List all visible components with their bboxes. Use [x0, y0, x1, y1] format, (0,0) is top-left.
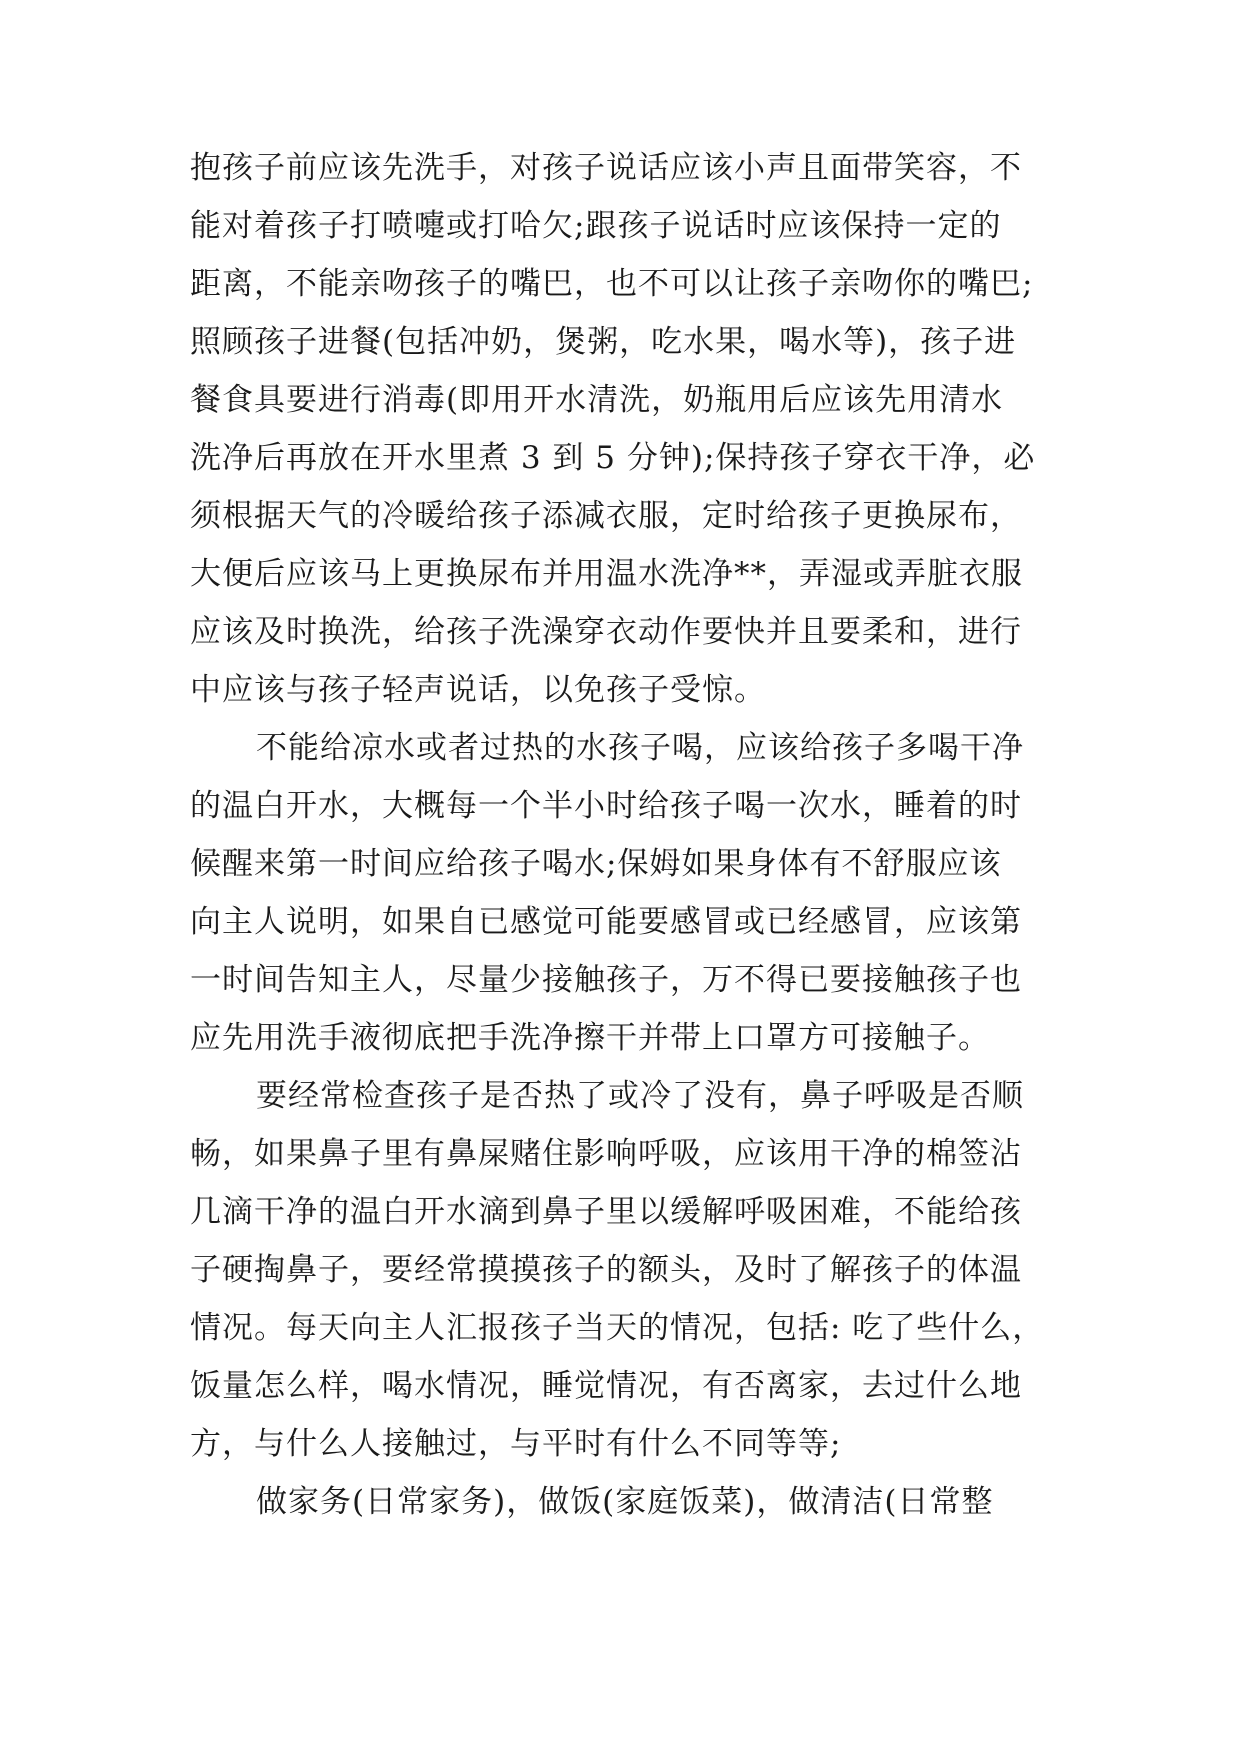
text-line: 距离，不能亲吻孩子的嘴巴，也不可以让孩子亲吻你的嘴巴; — [190, 266, 1034, 302]
text-line: 子硬掏鼻子，要经常摸摸孩子的额头，及时了解孩子的体温 — [190, 1252, 1022, 1288]
paragraph-first-line: 要经常检查孩子是否热了或冷了没有，鼻子呼吸是否顺 — [256, 1078, 1024, 1114]
text-line: 能对着孩子打喷嚏或打哈欠;跟孩子说话时应该保持一定的 — [190, 208, 1002, 244]
text-line: 几滴干净的温白开水滴到鼻子里以缓解呼吸困难，不能给孩 — [190, 1194, 1022, 1230]
text-line: 餐食具要进行消毒(即用开水清洗，奶瓶用后应该先用清水 — [190, 382, 1004, 418]
text-line: 中应该与孩子轻声说话，以免孩子受惊。 — [190, 672, 766, 708]
text-line: 向主人说明，如果自已感觉可能要感冒或已经感冒，应该第 — [190, 904, 1022, 940]
text-line: 畅，如果鼻子里有鼻屎赌住影响呼吸，应该用干净的棉签沾 — [190, 1136, 1022, 1172]
text-line: 应该及时换洗，给孩子洗澡穿衣动作要快并且要柔和，进行 — [190, 614, 1022, 650]
text-line: 的温白开水，大概每一个半小时给孩子喝一次水，睡着的时 — [190, 788, 1022, 824]
text-line: 饭量怎么样，喝水情况，睡觉情况，有否离家，去过什么地 — [190, 1368, 1022, 1404]
text-line: 情况。每天向主人汇报孩子当天的情况，包括: 吃了些什么， — [190, 1310, 1045, 1346]
text-line: 抱孩子前应该先洗手，对孩子说话应该小声且面带笑容，不 — [190, 150, 1022, 186]
text-line: 照顾孩子进餐(包括冲奶，煲粥，吃水果，喝水等)，孩子进 — [190, 324, 1017, 360]
text-line: 大便后应该马上更换尿布并用温水洗净**，弄湿或弄脏衣服 — [190, 556, 1023, 592]
text-line: 须根据天气的冷暖给孩子添减衣服，定时给孩子更换尿布， — [190, 498, 1022, 534]
paragraph-first-line: 不能给凉水或者过热的水孩子喝，应该给孩子多喝干净 — [256, 730, 1024, 766]
text-line: 方，与什么人接触过，与平时有什么不同等等; — [190, 1426, 842, 1462]
text-line: 应先用洗手液彻底把手洗净擦干并带上口罩方可接触子。 — [190, 1020, 990, 1056]
text-line: 一时间告知主人，尽量少接触孩子，万不得已要接触孩子也 — [190, 962, 1022, 998]
text-line: 洗净后再放在开水里煮 3 到 5 分钟);保持孩子穿衣干净，必 — [190, 440, 1036, 476]
paragraph-first-line: 做家务(日常家务)，做饭(家庭饭菜)，做清洁(日常整 — [256, 1484, 994, 1520]
text-line: 候醒来第一时间应给孩子喝水;保姆如果身体有不舒服应该 — [190, 846, 1002, 882]
